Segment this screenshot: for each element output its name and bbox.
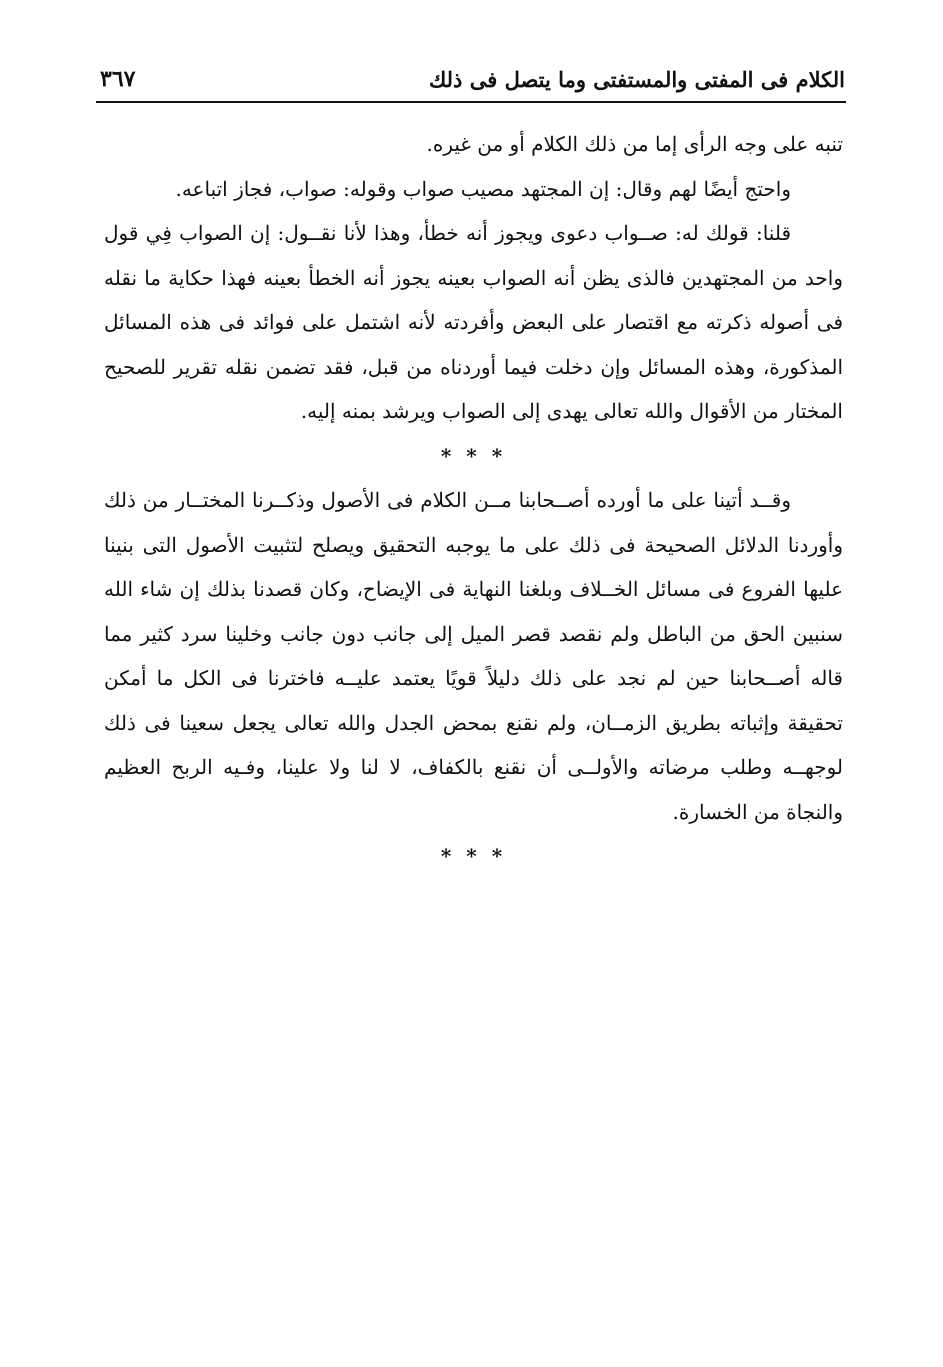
page-number: ٣٦٧ xyxy=(100,66,136,92)
paragraph-argument: واحتج أيضًا لهم وقال: إن المجتهد مصيب صواب وقوله: صواب، فجاز اتباعه. xyxy=(175,176,791,201)
paragraph-reply: قلنا: قولك له: صــواب دعوى ويجوز أنه خطأ، وهذا لأنا نقــول: إن الصواب فِي قول واحد من المجتهدين فالذى يظن أنه الصواب بعينه يجوز أنه الخطأ بعينه فهذا حكاية ما نقله فى أصوله ذكرته مع اقتصار على البعض وأفردته لأنه اشتمل على فوائد فى هذه المسائل المذكورة، وهذه المسائل وإن دخلت فيما أوردناه من قبل، فقد تضمن نقله تقرير للصحيح المختار من الأقوال والله تعالى يهدى إلى الصواب ويرشد بمنه إليه. xyxy=(104,221,843,423)
running-title: الكلام فى المفتى والمستفتى وما يتصل فى ذلك xyxy=(428,66,845,92)
section-separator-end: * * * xyxy=(440,844,507,868)
header-rule xyxy=(96,101,846,103)
body-text xyxy=(104,122,843,879)
running-header xyxy=(100,62,845,96)
section-separator: * * * xyxy=(440,443,507,468)
paragraph-continuation: تنبه على وجه الرأى إما من ذلك الكلام أو من غيره. xyxy=(426,132,843,156)
paragraph-conclusion: وقــد أتينا على ما أورده أصــحابنا مــن الكلام فى الأصول وذكــرنا المختــار من ذلك وأوردنا الدلائل الصحيحة فى ذلك على ما يوجبه التحقيق ويصلح لتثبيت الأصول التى بنينا عليها الفروع فى مسائل الخــلاف وبلغنا النهاية فى الإيضاح، وكان قصدنا بذلك إن شاء الله سنبين الحق من الباطل ولم نقصد قصر الميل إلى جانب دون جانب وخلينا سرد كثير مما قاله أصــحابنا حين لم نجد على ذلك دليلاً قويًا يعتمد عليــه فاخترنا فى الكل ما أمكن تحقيقة وإثباته بطريق الزمــان، ولم نقنع بمحض الجدل والله تعالى يجعل سعينا فى ذلك لوجهــه وطلب مرضاته والأولــى أن نقنع بالكفاف، لا لنا ولا علينا، وفـيه الربح العظيم والنجاة من الخسارة. xyxy=(104,488,843,824)
